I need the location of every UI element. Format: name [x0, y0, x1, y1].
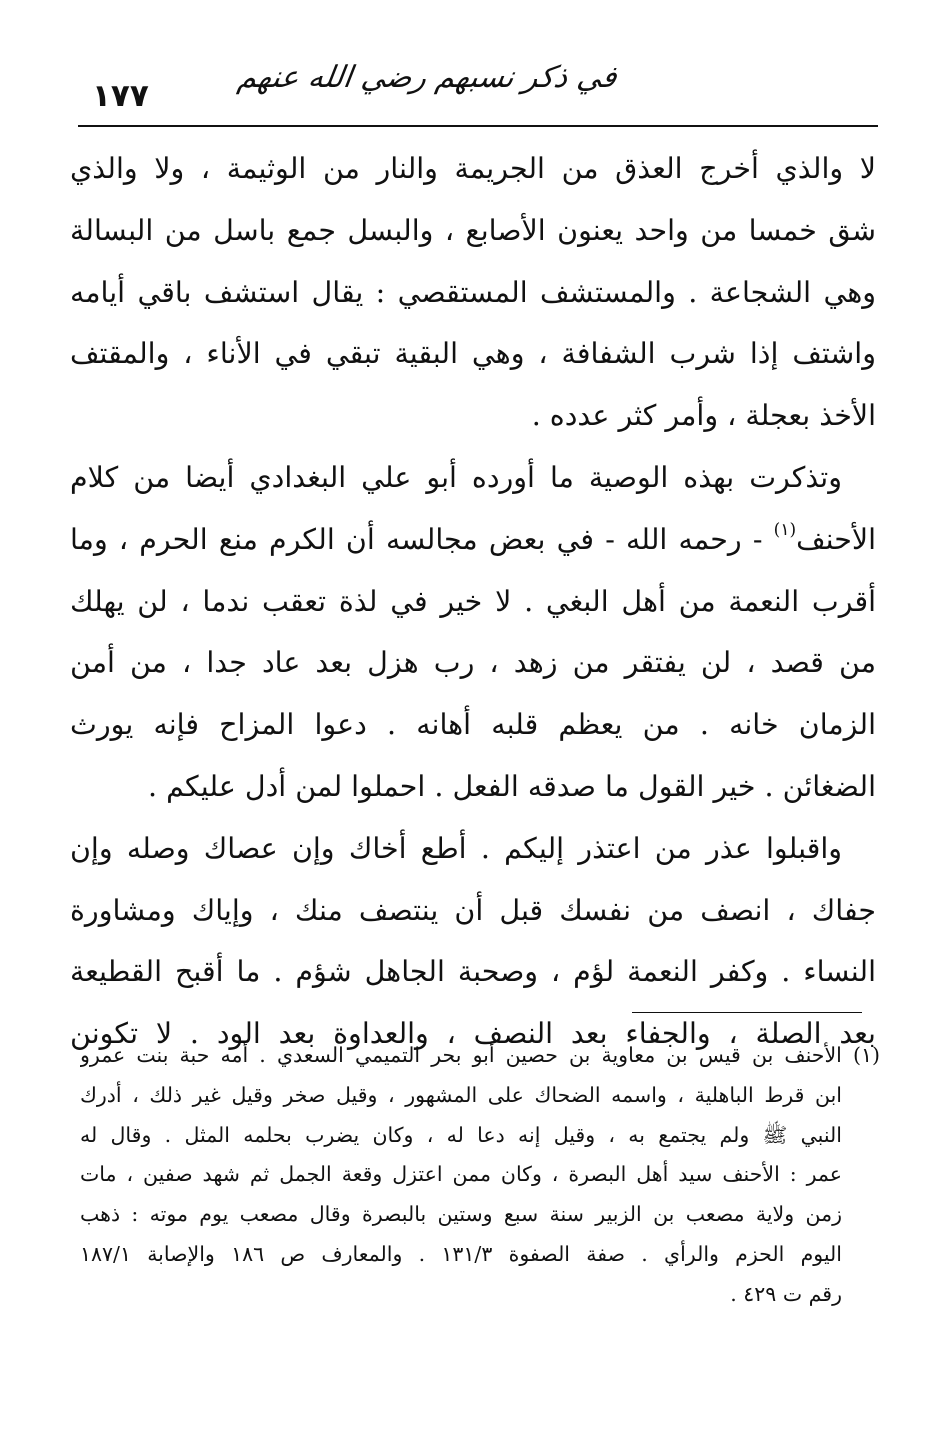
text-line-rest: - رحمه الله - في بعض مجالسه أن الكرم منع الحرم ، وما	[70, 522, 763, 556]
running-title: في ذكر نسبهم رضي الله عنهم	[235, 60, 619, 95]
text-line: جفاك ، انصف من نفسك قبل أن ينتصف منك ، وإياك ومشاورة	[70, 893, 876, 927]
footnote-line: اليوم الحزم والرأي . صفة الصفوة ١٣١/٣ . والمعارف ص ١٨٦ والإصابة ١٨٧/١	[80, 1241, 842, 1266]
text-line: أقرب النعمة من أهل البغي . لا خير في لذة تعقب ندما ، لن يهلك	[70, 584, 876, 618]
text-line: الأخذ بعجلة ، وأمر كثر عدده .	[531, 399, 876, 433]
text-line: وهي الشجاعة . والمستشف المستقصي : يقال استشف باقي أيامه	[70, 275, 876, 309]
text-line: بعد الصلة ، والجفاء بعد النصف ، والعداوة بعد الود . لا تكونن	[70, 1017, 876, 1051]
footnote-line: عمر : الأحنف سيد أهل البصرة ، وكان ممن اعتزل وقعة الجمل ثم شهد صفين ، مات	[80, 1162, 842, 1187]
text-line: الضغائن . خير القول ما صدقه الفعل . احملوا لمن أدل عليكم .	[147, 769, 876, 803]
footnote-line: رقم ت ٤٢٩ .	[730, 1281, 842, 1306]
text-line: لا والذي أخرج العذق من الجريمة والنار من الوثيمة ، ولا والذي	[70, 152, 876, 185]
footnote-line: (١) الأحنف بن قيس بن معاوية بن حصين أبو بحر التميمي السعدي . أمه حبة بنت عمرو	[80, 1043, 880, 1067]
footnote	[80, 1036, 880, 1315]
note-anchor-word: الأحنف	[796, 522, 876, 556]
main-text	[70, 138, 876, 1065]
text-line: الزمان خانه . من يعظم قلبه أهانه . دعوا المزاح فإنه يورث	[70, 708, 876, 742]
footnote-line: النبي ﷺ ولم يجتمع به ، وقيل إنه دعا له ، وكان يضرب بحلمه المثل . وقال له	[80, 1122, 842, 1147]
text-line: واقبلوا عذر من اعتذر إليكم . أطع أخاك وإن عصاك وصله وإن	[70, 831, 842, 865]
text-line: من قصد ، لن يفتقر من زهد ، رب هزل بعد عاد جدا ، من أمن	[70, 646, 876, 680]
text-line: واشتف إذا شرب الشفافة ، وهي البقية تبقي في الأناء ، والمقتف	[70, 337, 876, 371]
footnote-reference[interactable]: (١)	[773, 519, 797, 540]
footnote-line: ابن قرط الباهلية ، واسمه الضحاك على المشهور ، وقيل صخر وقيل غير ذلك ، أدرك	[80, 1082, 842, 1107]
header-rule	[78, 125, 878, 127]
footnote-rule	[632, 1012, 862, 1013]
page-header	[78, 48, 878, 126]
text-line: النساء . وكفر النعمة لؤم ، وصحبة الجاهل شؤم . ما أقبح القطيعة	[70, 955, 876, 989]
page-number: ١٧٧	[92, 78, 149, 114]
footnote-line: زمن ولاية مصعب بن الزبير سنة سبع وستين بالبصرة وقال مصعب يوم موته : ذهب	[80, 1202, 842, 1227]
text-line: شق خمسا من واحد يعنون الأصابع ، والبسل جمع باسل من البسالة	[70, 213, 876, 247]
text-line: وتذكرت بهذه الوصية ما أورده أبو علي البغدادي أيضا من كلام	[70, 460, 842, 494]
text-line-with-note	[70, 509, 876, 571]
